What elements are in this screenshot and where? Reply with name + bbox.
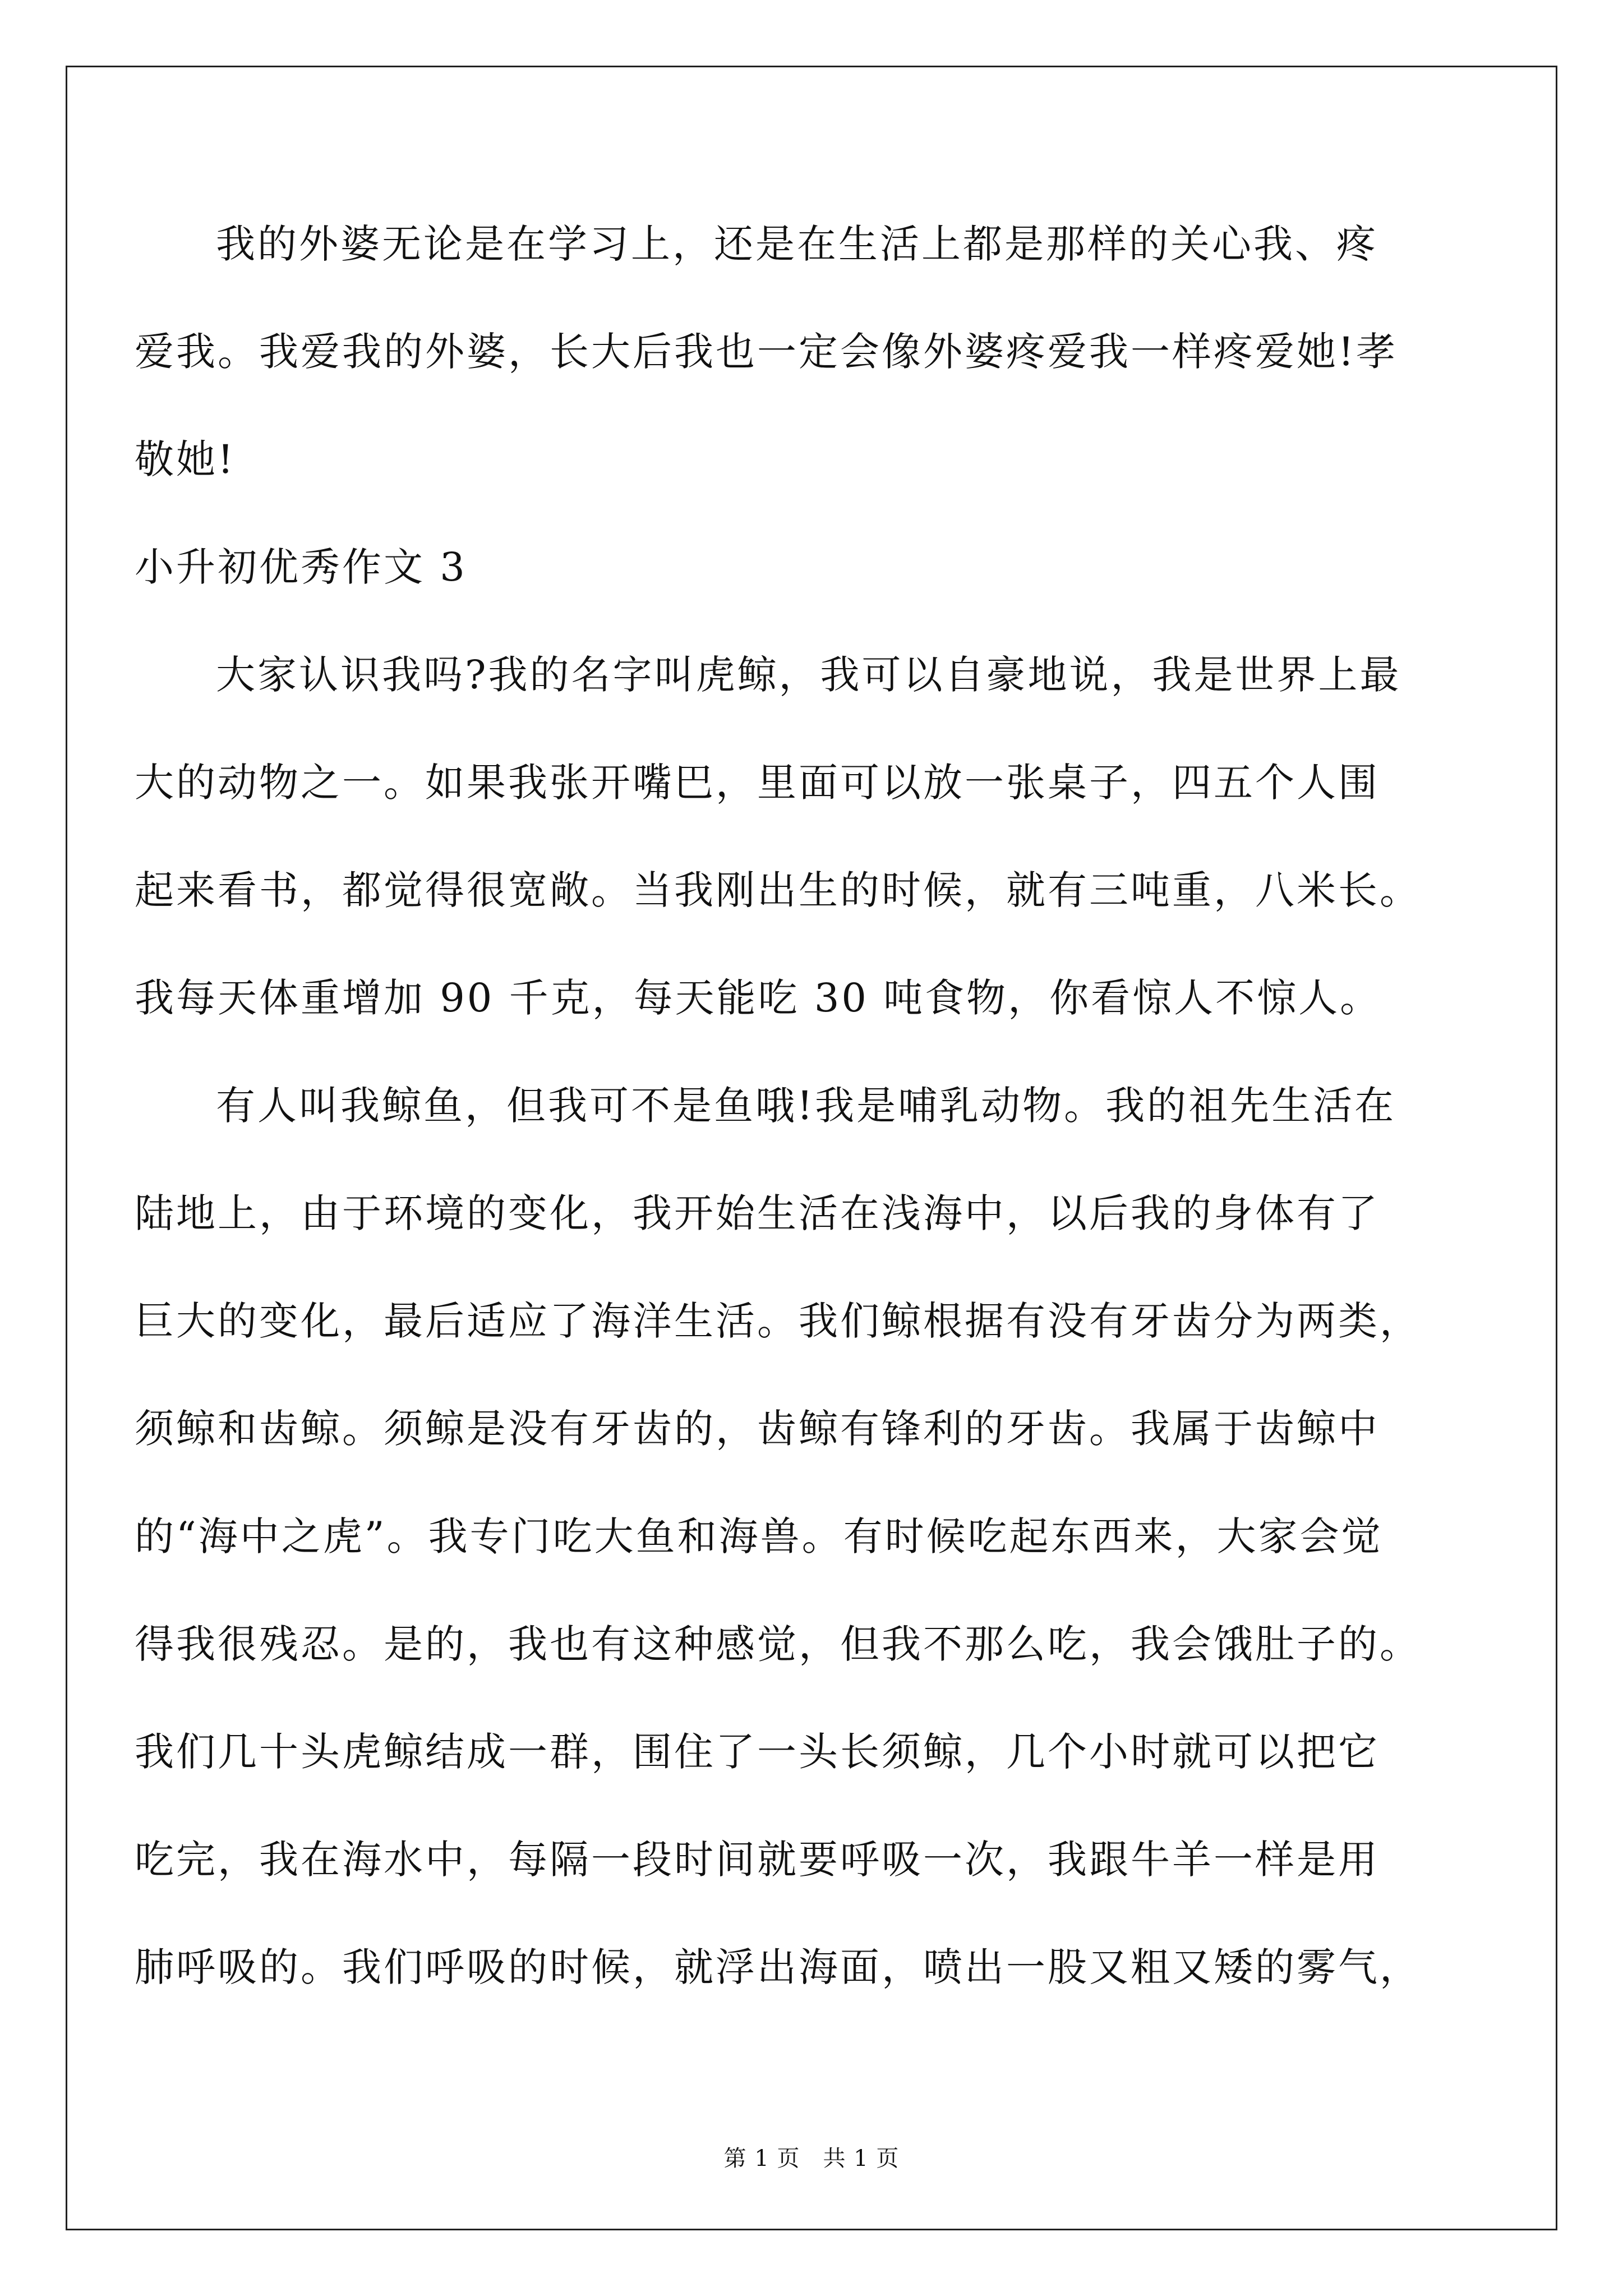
text-line: 陆地上，由于环境的变化，我开始生活在浅海中，以后我的身体有了 (135, 1190, 1380, 1236)
text-line: 敬她! (135, 436, 236, 482)
text-line: 我的外婆无论是在学习上，还是在生活上都是那样的关心我、疼 (216, 221, 1378, 267)
text-line: 须鲸和齿鲸。须鲸是没有牙齿的，齿鲸有锋利的牙齿。我属于齿鲸中 (135, 1406, 1380, 1452)
text-line: 爱我。我爱我的外婆，长大后我也一定会像外婆疼爱我一样疼爱她!孝 (135, 329, 1398, 375)
text-line: 我们几十头虎鲸结成一群，围住了一头长须鲸，几个小时就可以把它 (135, 1729, 1380, 1775)
text-line: 肺呼吸的。我们呼吸的时候，就浮出海面，喷出一股又粗又矮的雾气， (135, 1944, 1421, 1990)
page-border (66, 66, 1557, 2230)
text-line: 大的动物之一。如果我张开嘴巴，里面可以放一张桌子，四五个人围 (135, 760, 1380, 806)
text-line: 巨大的变化，最后适应了海洋生活。我们鲸根据有没有牙齿分为两类， (135, 1298, 1421, 1344)
text-line: 大家认识我吗?我的名字叫虎鲸，我可以自豪地说，我是世界上最 (216, 652, 1401, 698)
text-line: 吃完，我在海水中，每隔一段时间就要呼吸一次，我跟牛羊一样是用 (135, 1837, 1380, 1883)
section-heading: 小升初优秀作文 3 (135, 544, 467, 590)
text-line: 有人叫我鲸鱼，但我可不是鱼哦!我是哺乳动物。我的祖先生活在 (216, 1083, 1396, 1129)
page-footer: 第 1 页 共 1 页 (723, 2146, 900, 2171)
text-line: 起来看书，都觉得很宽敞。当我刚出生的时候，就有三吨重，八米长。 (135, 867, 1421, 913)
text-line: 的“海中之虎”。我专门吃大鱼和海兽。有时候吃起东西来，大家会觉 (135, 1513, 1383, 1559)
text-line: 我每天体重增加 90 千克，每天能吃 30 吨食物，你看惊人不惊人。 (135, 975, 1382, 1021)
text-line: 得我很残忍。是的，我也有这种感觉，但我不那么吃，我会饿肚子的。 (135, 1621, 1421, 1667)
